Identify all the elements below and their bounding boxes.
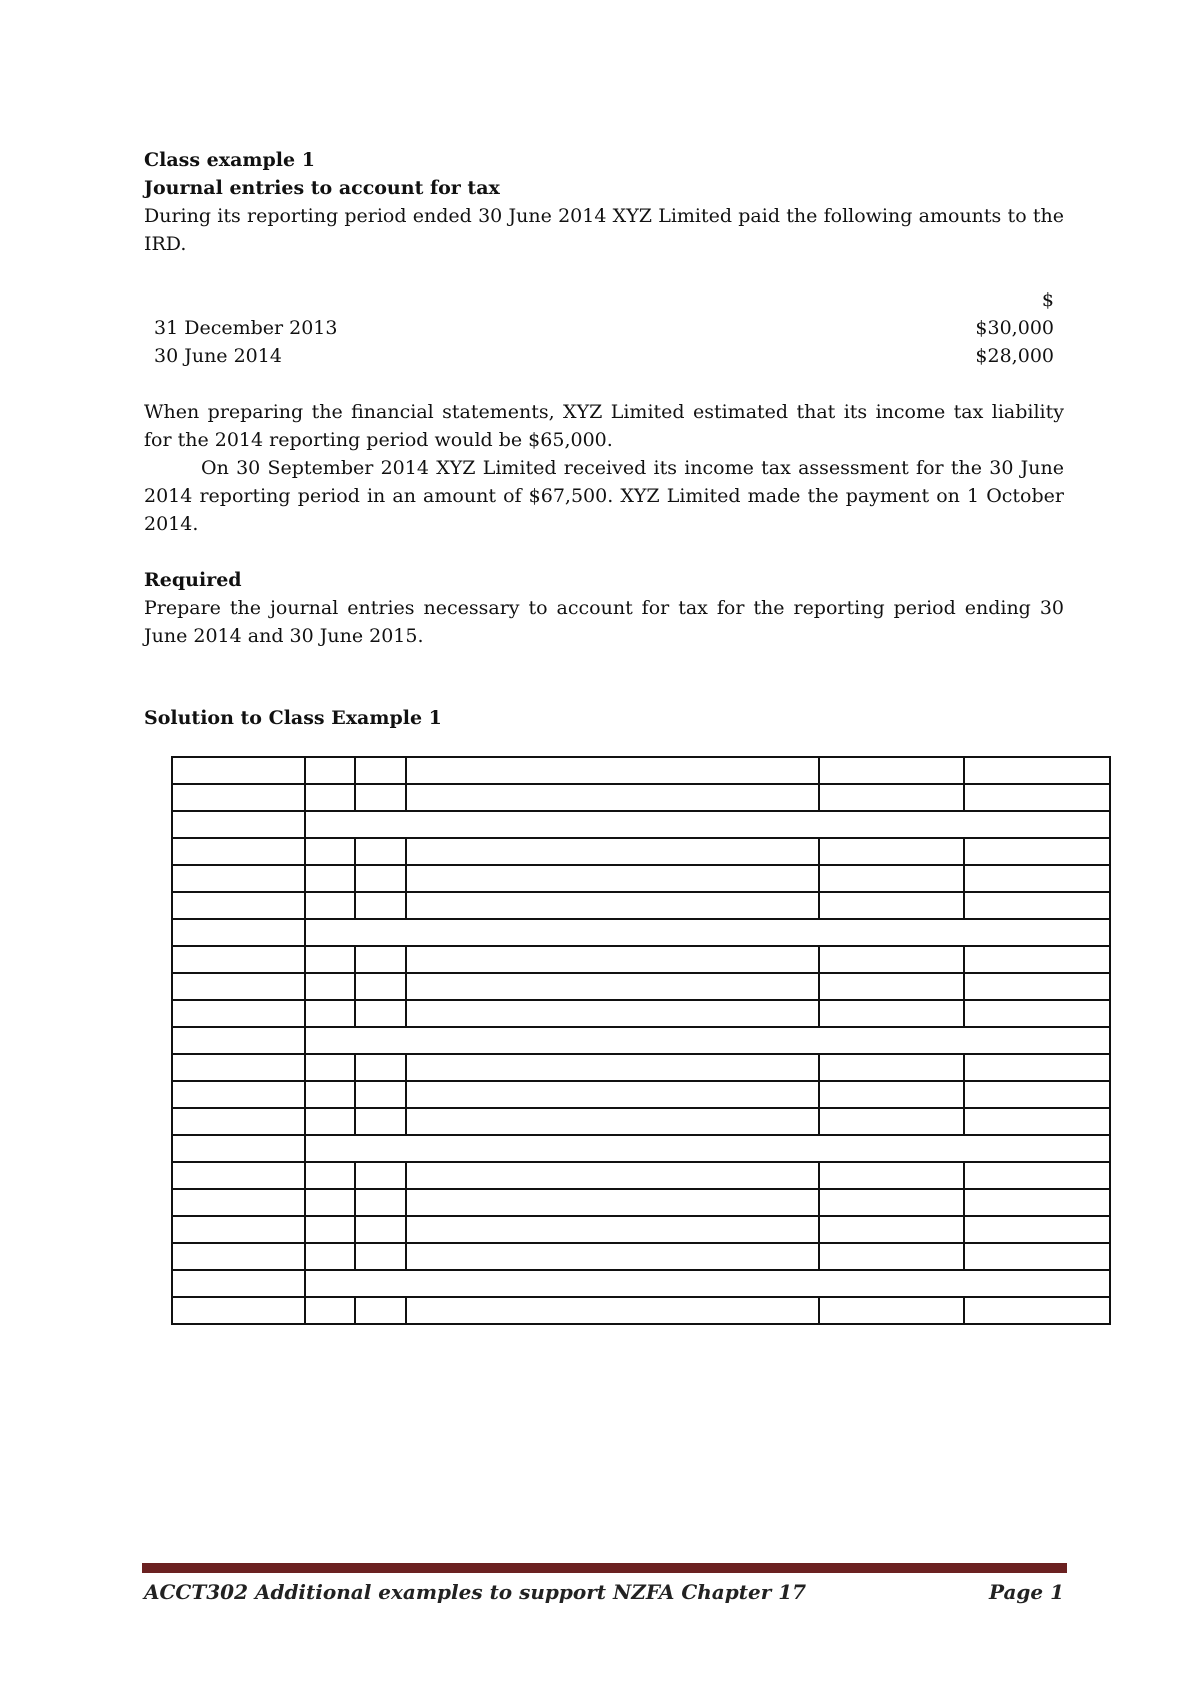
journal-cell	[305, 1189, 355, 1216]
journal-cell	[172, 865, 305, 892]
journal-cell	[172, 838, 305, 865]
journal-cell	[406, 1081, 819, 1108]
journal-cell	[819, 973, 964, 1000]
journal-cell	[305, 865, 355, 892]
journal-entry-row	[172, 1081, 1110, 1108]
journal-entry-row	[172, 838, 1110, 865]
journal-cell	[305, 784, 355, 811]
journal-cell	[305, 1162, 355, 1189]
journal-cell	[964, 1162, 1110, 1189]
footer-bar	[142, 1563, 1067, 1573]
payment-row	[144, 314, 1064, 342]
journal-cell	[172, 1216, 305, 1243]
journal-cell	[964, 892, 1110, 919]
journal-cell	[406, 1162, 819, 1189]
journal-cell	[355, 1243, 406, 1270]
journal-cell	[406, 757, 819, 784]
solution-heading: Solution to Class Example 1	[144, 707, 442, 729]
journal-cell	[172, 811, 305, 838]
journal-cell	[406, 838, 819, 865]
journal-cell	[406, 1216, 819, 1243]
journal-cell	[172, 1027, 305, 1054]
journal-cell	[305, 811, 1110, 838]
journal-entry-row	[172, 1162, 1110, 1189]
journal-cell	[172, 946, 305, 973]
journal-cell	[355, 946, 406, 973]
journal-entry-row	[172, 865, 1110, 892]
example-subtitle: Journal entries to account for tax	[144, 177, 500, 199]
journal-cell	[305, 1297, 355, 1324]
journal-cell	[305, 1027, 1110, 1054]
journal-cell	[964, 1000, 1110, 1027]
journal-cell	[406, 946, 819, 973]
journal-cell	[964, 973, 1110, 1000]
journal-cell	[819, 1108, 964, 1135]
journal-cell	[355, 1108, 406, 1135]
journal-entry-table	[171, 756, 1111, 1325]
journal-cell	[355, 838, 406, 865]
journal-cell	[355, 1000, 406, 1027]
estimate-paragraph: When preparing the financial statements, XYZ Limited estimated that its income tax liability for the 2014 reporting period would be $65,000.	[144, 401, 1064, 451]
journal-cell	[172, 919, 305, 946]
payment-row	[144, 342, 1064, 370]
page-footer	[144, 1580, 1064, 1604]
journal-cell	[305, 973, 355, 1000]
journal-cell	[819, 1297, 964, 1324]
journal-cell	[305, 946, 355, 973]
journal-cell	[819, 865, 964, 892]
journal-cell	[172, 1135, 305, 1162]
journal-cell	[172, 892, 305, 919]
journal-cell	[305, 1135, 1110, 1162]
journal-cell	[172, 1000, 305, 1027]
journal-cell	[406, 1000, 819, 1027]
journal-entry-row	[172, 1000, 1110, 1027]
journal-cell	[305, 1243, 355, 1270]
journal-cell	[819, 1189, 964, 1216]
journal-entry-row	[172, 1189, 1110, 1216]
journal-cell	[406, 1189, 819, 1216]
payment-amount: $30,000	[975, 317, 1054, 339]
journal-cell	[172, 1297, 305, 1324]
journal-cell	[819, 784, 964, 811]
journal-cell	[819, 1000, 964, 1027]
journal-cell	[819, 1243, 964, 1270]
journal-cell	[355, 1216, 406, 1243]
journal-cell	[172, 1189, 305, 1216]
journal-cell	[819, 946, 964, 973]
required-text: Prepare the journal entries necessary to account for tax for the reporting period ending 30 June 2014 and 30 June 2015.	[144, 597, 1064, 647]
journal-cell	[964, 1216, 1110, 1243]
journal-cell	[406, 784, 819, 811]
journal-cell	[355, 892, 406, 919]
journal-cell	[305, 1216, 355, 1243]
journal-cell	[819, 1162, 964, 1189]
journal-cell	[355, 1081, 406, 1108]
journal-cell	[172, 757, 305, 784]
payments-table	[144, 286, 1064, 370]
payment-amount: $28,000	[975, 345, 1054, 367]
journal-cell	[172, 973, 305, 1000]
journal-entry-row	[172, 1297, 1110, 1324]
journal-cell	[305, 1270, 1110, 1297]
payment-date: 31 December 2013	[154, 317, 338, 339]
journal-cell	[355, 865, 406, 892]
journal-cell	[355, 1162, 406, 1189]
journal-cell	[172, 1081, 305, 1108]
journal-cell	[964, 1108, 1110, 1135]
journal-cell	[406, 1054, 819, 1081]
journal-cell	[964, 1081, 1110, 1108]
required-heading: Required	[144, 569, 242, 591]
journal-cell	[964, 838, 1110, 865]
journal-cell	[964, 1243, 1110, 1270]
example-title: Class example 1	[144, 149, 315, 171]
journal-cell	[305, 1108, 355, 1135]
document-body	[144, 146, 1064, 732]
journal-entry-row	[172, 1243, 1110, 1270]
footer-course-title: ACCT302 Additional examples to support NZFA Chapter 17	[144, 1580, 807, 1604]
journal-cell	[406, 1243, 819, 1270]
journal-cell	[964, 757, 1110, 784]
journal-date-row	[172, 919, 1110, 946]
journal-entry-row	[172, 1216, 1110, 1243]
assessment-paragraph: On 30 September 2014 XYZ Limited received its income tax assessment for the 30 June 2014 reporting period in an amount of $67,500. XYZ Limited made the payment on 1 October 2014.	[144, 457, 1064, 535]
journal-cell	[305, 838, 355, 865]
journal-cell	[964, 1189, 1110, 1216]
journal-cell	[172, 1243, 305, 1270]
journal-cell	[406, 1297, 819, 1324]
journal-cell	[406, 973, 819, 1000]
journal-cell	[819, 1054, 964, 1081]
journal-cell	[355, 784, 406, 811]
journal-cell	[819, 838, 964, 865]
journal-entry-row	[172, 1108, 1110, 1135]
journal-cell	[355, 757, 406, 784]
journal-cell	[964, 1054, 1110, 1081]
journal-date-row	[172, 811, 1110, 838]
journal-date-row	[172, 1135, 1110, 1162]
intro-paragraph: During its reporting period ended 30 June 2014 XYZ Limited paid the following amounts to the IRD.	[144, 205, 1064, 255]
journal-cell	[305, 919, 1110, 946]
journal-entry-row	[172, 946, 1110, 973]
journal-cell	[355, 1054, 406, 1081]
journal-cell	[355, 1297, 406, 1324]
payment-date: 30 June 2014	[154, 345, 282, 367]
journal-cell	[819, 1216, 964, 1243]
journal-cell	[305, 1000, 355, 1027]
journal-cell	[305, 1081, 355, 1108]
journal-cell	[964, 1297, 1110, 1324]
journal-entry-row	[172, 757, 1110, 784]
journal-cell	[819, 892, 964, 919]
journal-cell	[964, 946, 1110, 973]
journal-date-row	[172, 1270, 1110, 1297]
journal-cell	[172, 1108, 305, 1135]
journal-cell	[355, 973, 406, 1000]
journal-cell	[172, 1162, 305, 1189]
journal-cell	[355, 1189, 406, 1216]
journal-cell	[172, 1054, 305, 1081]
journal-cell	[819, 757, 964, 784]
journal-cell	[406, 865, 819, 892]
currency-header: $	[1041, 289, 1054, 311]
journal-cell	[406, 1108, 819, 1135]
journal-cell	[964, 865, 1110, 892]
journal-entry-row	[172, 973, 1110, 1000]
footer-page-number: Page 1	[988, 1580, 1064, 1604]
journal-cell	[406, 892, 819, 919]
journal-cell	[819, 1081, 964, 1108]
journal-entry-row	[172, 1054, 1110, 1081]
journal-entry-row	[172, 892, 1110, 919]
journal-cell	[305, 1054, 355, 1081]
journal-cell	[172, 1270, 305, 1297]
journal-entry-row	[172, 784, 1110, 811]
journal-cell	[964, 784, 1110, 811]
journal-date-row	[172, 1027, 1110, 1054]
journal-cell	[172, 784, 305, 811]
journal-cell	[305, 757, 355, 784]
journal-cell	[305, 892, 355, 919]
